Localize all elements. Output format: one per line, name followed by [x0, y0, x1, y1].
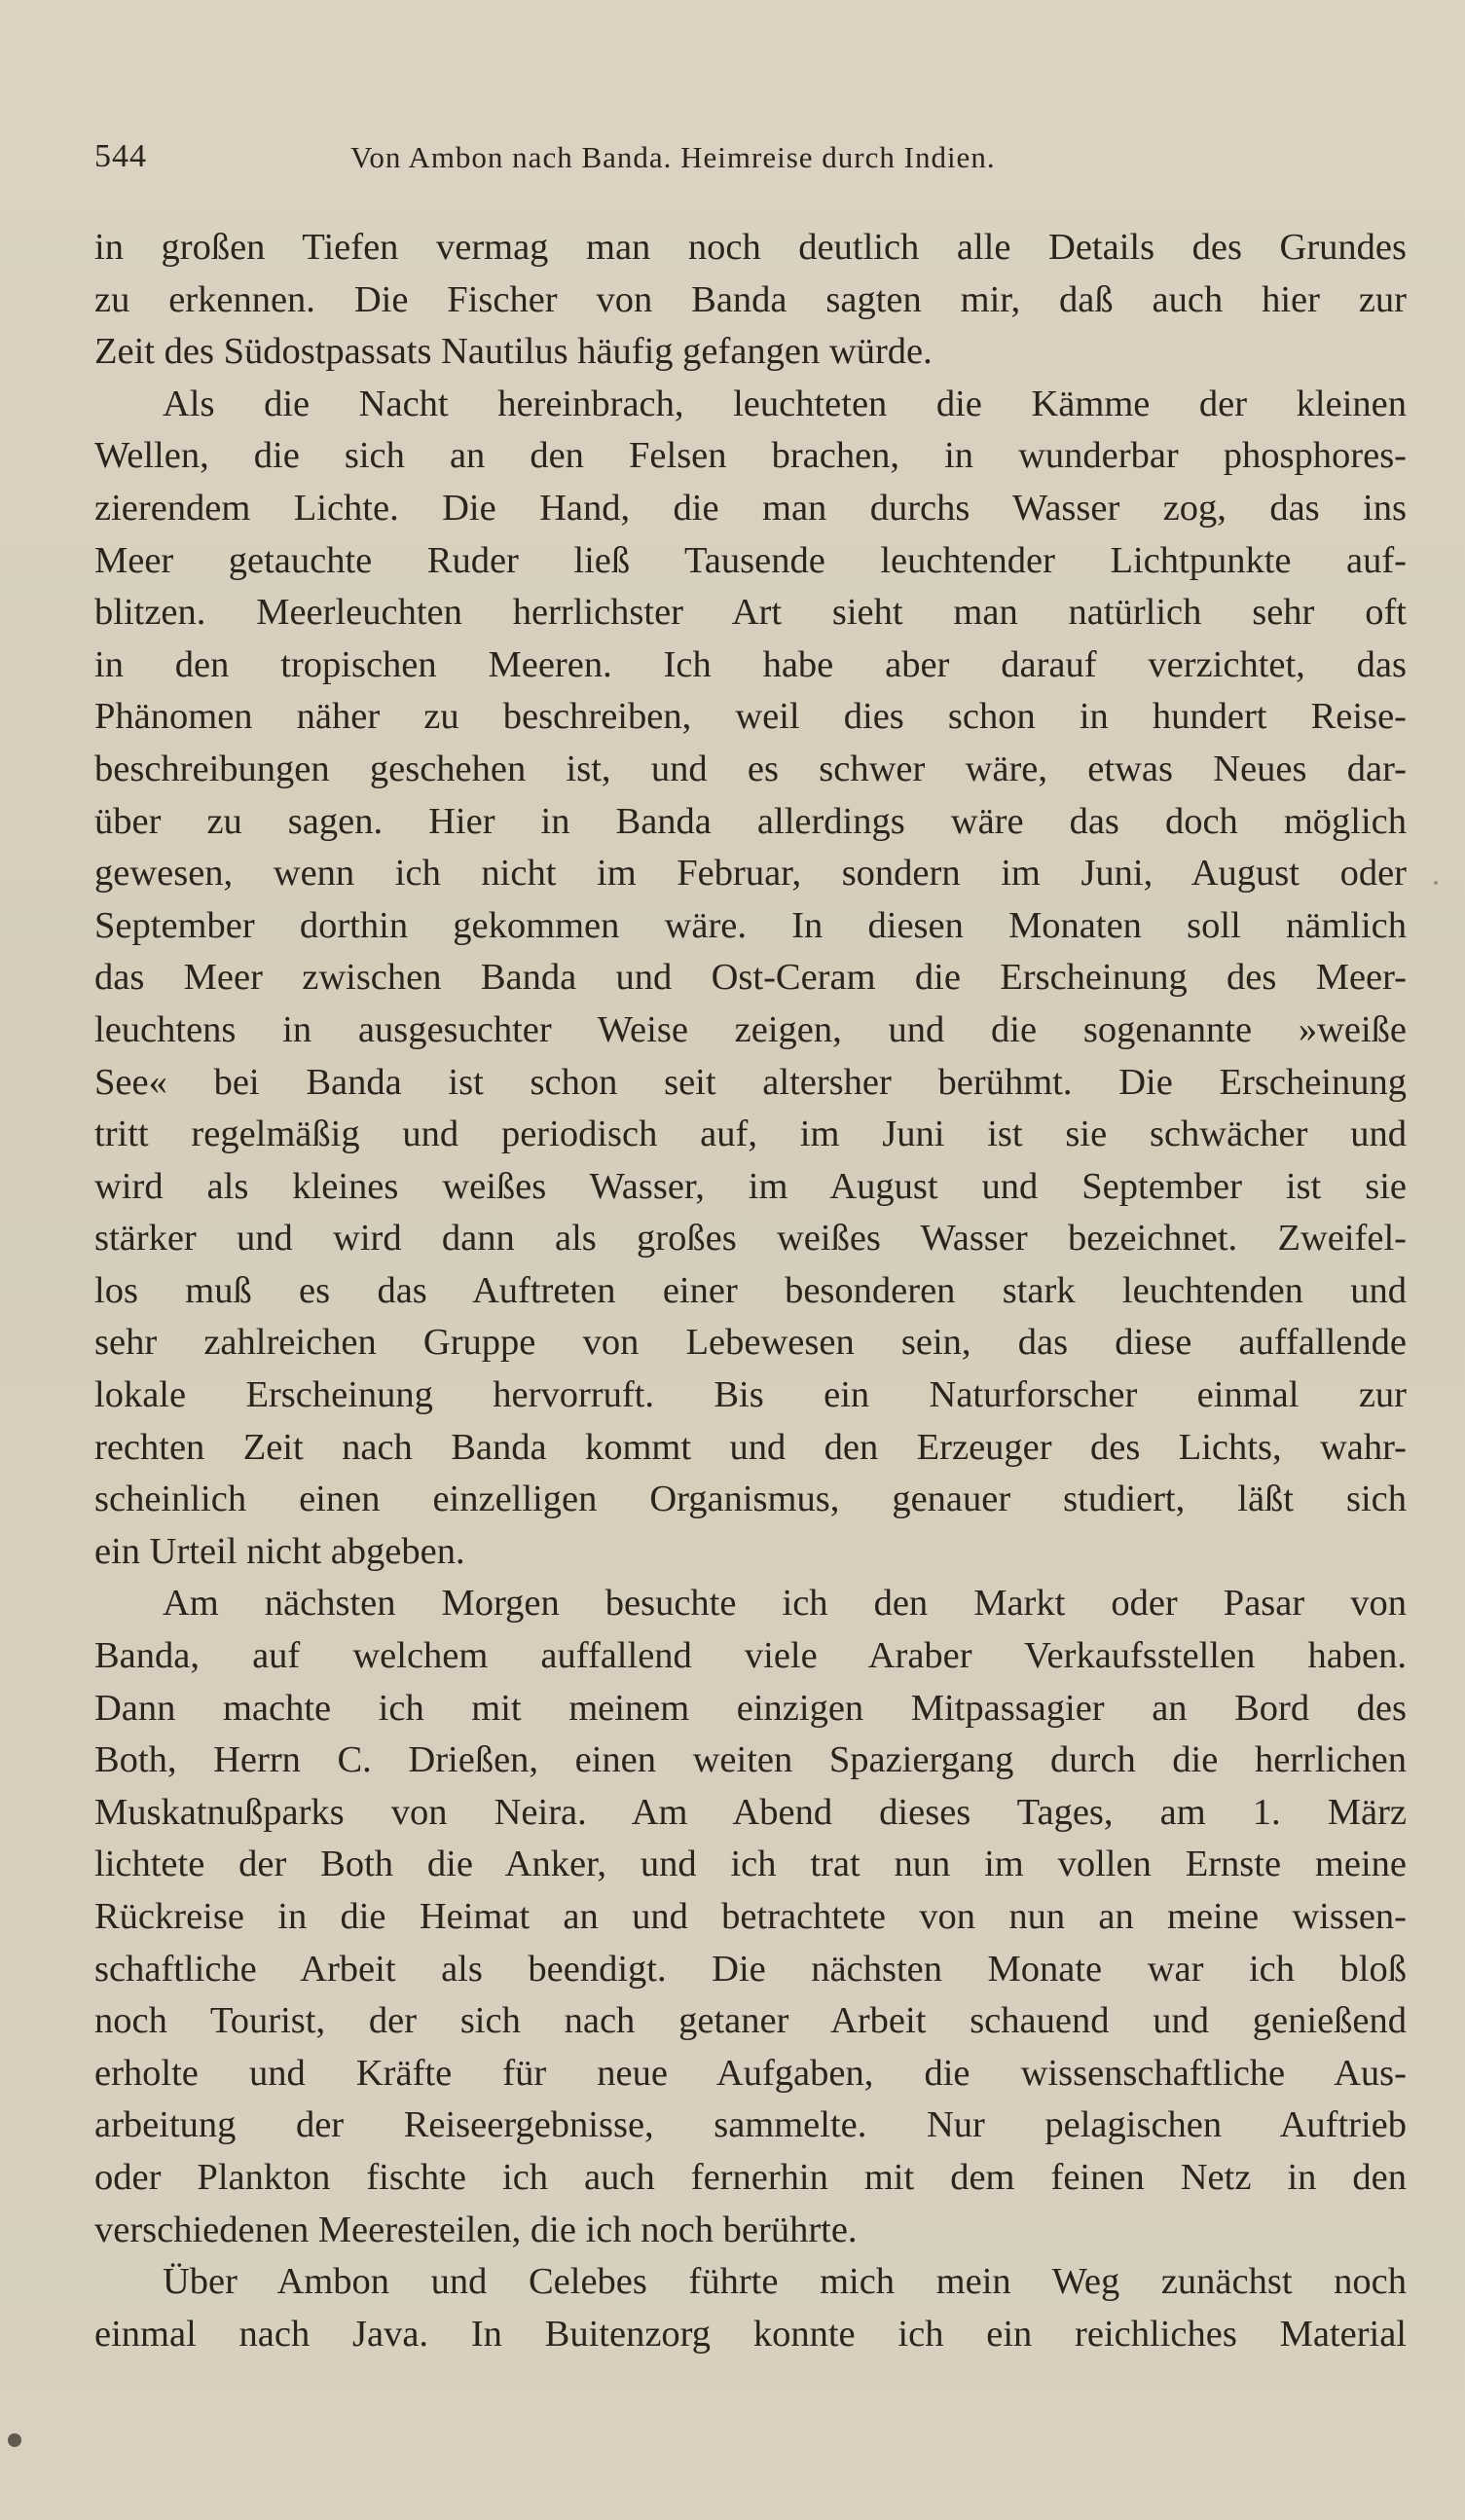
text-line: leuchtens in ausgesuchter Weise zeigen, und die sogenannte »weiße [94, 1008, 1407, 1050]
text-line: arbeitung der Reiseergebnisse, sammelte. Nur pelagischen Auftrieb [94, 2104, 1407, 2146]
text-line: ein Urteil nicht abgeben. [94, 1530, 465, 1572]
text-line: Banda, auf welchem auffallend viele Araber Verkaufsstellen haben. [94, 1635, 1407, 1677]
page-number: 544 [94, 138, 147, 174]
text-line: schaftliche Arbeit als beendigt. Die nächsten Monate war ich bloß [94, 1948, 1407, 1990]
text-line: stärker und wird dann als großes weißes Wasser bezeichnet. Zweifel- [94, 1218, 1407, 1260]
text-line: Am nächsten Morgen besuchte ich den Markt oder Pasar von [163, 1583, 1407, 1625]
text-line: das Meer zwischen Banda und Ost-Ceram die Erscheinung des Meer- [94, 957, 1407, 999]
text-line: Muskatnußparks von Neira. Am Abend dieses Tages, am 1. März [94, 1791, 1407, 1833]
text-line: Phänomen näher zu beschreiben, weil dies schon in hundert Reise- [94, 696, 1407, 738]
text-line: Meer getauchte Ruder ließ Tausende leuchtender Lichtpunkte auf- [94, 539, 1407, 581]
text-line: über zu sagen. Hier in Banda allerdings wäre das doch möglich [94, 800, 1407, 842]
text-line: lichtete der Both die Anker, und ich trat nun im vollen Ernste meine [94, 1844, 1407, 1885]
text-line: in großen Tiefen vermag man noch deutlich alle Details des Grundes [94, 227, 1407, 268]
text-line: See« bei Banda ist schon seit altersher berühmt. Die Erscheinung [94, 1061, 1407, 1103]
text-line: lokale Erscheinung hervorruft. Bis ein Naturforscher einmal zur [94, 1374, 1407, 1416]
text-line: erholte und Kräfte für neue Aufgaben, die wissenschaftliche Aus- [94, 2052, 1407, 2094]
page-header [94, 138, 1404, 187]
text-line: zu erkennen. Die Fischer von Banda sagten mir, daß auch hier zur [94, 278, 1407, 320]
text-line: Wellen, die sich an den Felsen brachen, in wunderbar phosphores- [94, 435, 1407, 477]
text-line: rechten Zeit nach Banda kommt und den Erzeuger des Lichts, wahr- [94, 1426, 1407, 1468]
text-line: verschiedenen Meeresteilen, die ich noch berührte. [94, 2209, 858, 2250]
text-line: scheinlich einen einzelligen Organismus, genauer studiert, läßt sich [94, 1479, 1407, 1520]
text-line: Über Ambon und Celebes führte mich mein Weg zunächst noch [163, 2261, 1407, 2303]
text-line: wird als kleines weißes Wasser, im August und September ist sie [94, 1165, 1407, 1207]
text-line: gewesen, wenn ich nicht im Februar, sondern im Juni, August oder [94, 853, 1407, 895]
paper-speck [1434, 881, 1438, 885]
text-line: blitzen. Meerleuchten herrlichster Art sieht man natürlich sehr oft [94, 592, 1407, 634]
paper-speck [8, 2433, 21, 2447]
text-line: Als die Nacht hereinbrach, leuchteten die Kämme der kleinen [163, 383, 1407, 424]
text-line: los muß es das Auftreten einer besonderen stark leuchtenden und [94, 1269, 1407, 1311]
text-line: beschreibungen geschehen ist, und es schwer wäre, etwas Neues dar- [94, 748, 1407, 789]
text-line: sehr zahlreichen Gruppe von Lebewesen sein, das diese auffallende [94, 1322, 1407, 1364]
text-line: oder Plankton fischte ich auch fernerhin mit dem feinen Netz in den [94, 2156, 1407, 2198]
text-line: September dorthin gekommen wäre. In diesen Monaten soll nämlich [94, 904, 1407, 946]
body-text [94, 222, 1407, 2360]
text-line: tritt regelmäßig und periodisch auf, im Juni ist sie schwächer und [94, 1114, 1407, 1155]
running-head: Von Ambon nach Banda. Heimreise durch Indien. [350, 140, 996, 174]
text-line: Dann machte ich mit meinem einzigen Mitpassagier an Bord des [94, 1687, 1407, 1729]
text-line: Rückreise in die Heimat an und betrachtete von nun an meine wissen- [94, 1896, 1407, 1937]
text-line: in den tropischen Meeren. Ich habe aber darauf verzichtet, das [94, 643, 1407, 685]
text-line: Both, Herrn C. Drießen, einen weiten Spaziergang durch die herrlichen [94, 1739, 1407, 1781]
text-line: einmal nach Java. In Buitenzorg konnte ich ein reichliches Material [94, 2313, 1407, 2355]
text-line: zierendem Lichte. Die Hand, die man durchs Wasser zog, das ins [94, 487, 1407, 529]
text-line: noch Tourist, der sich nach getaner Arbeit schauend und genießend [94, 2000, 1407, 2042]
text-line: Zeit des Südostpassats Nautilus häufig gefangen würde. [94, 331, 933, 373]
